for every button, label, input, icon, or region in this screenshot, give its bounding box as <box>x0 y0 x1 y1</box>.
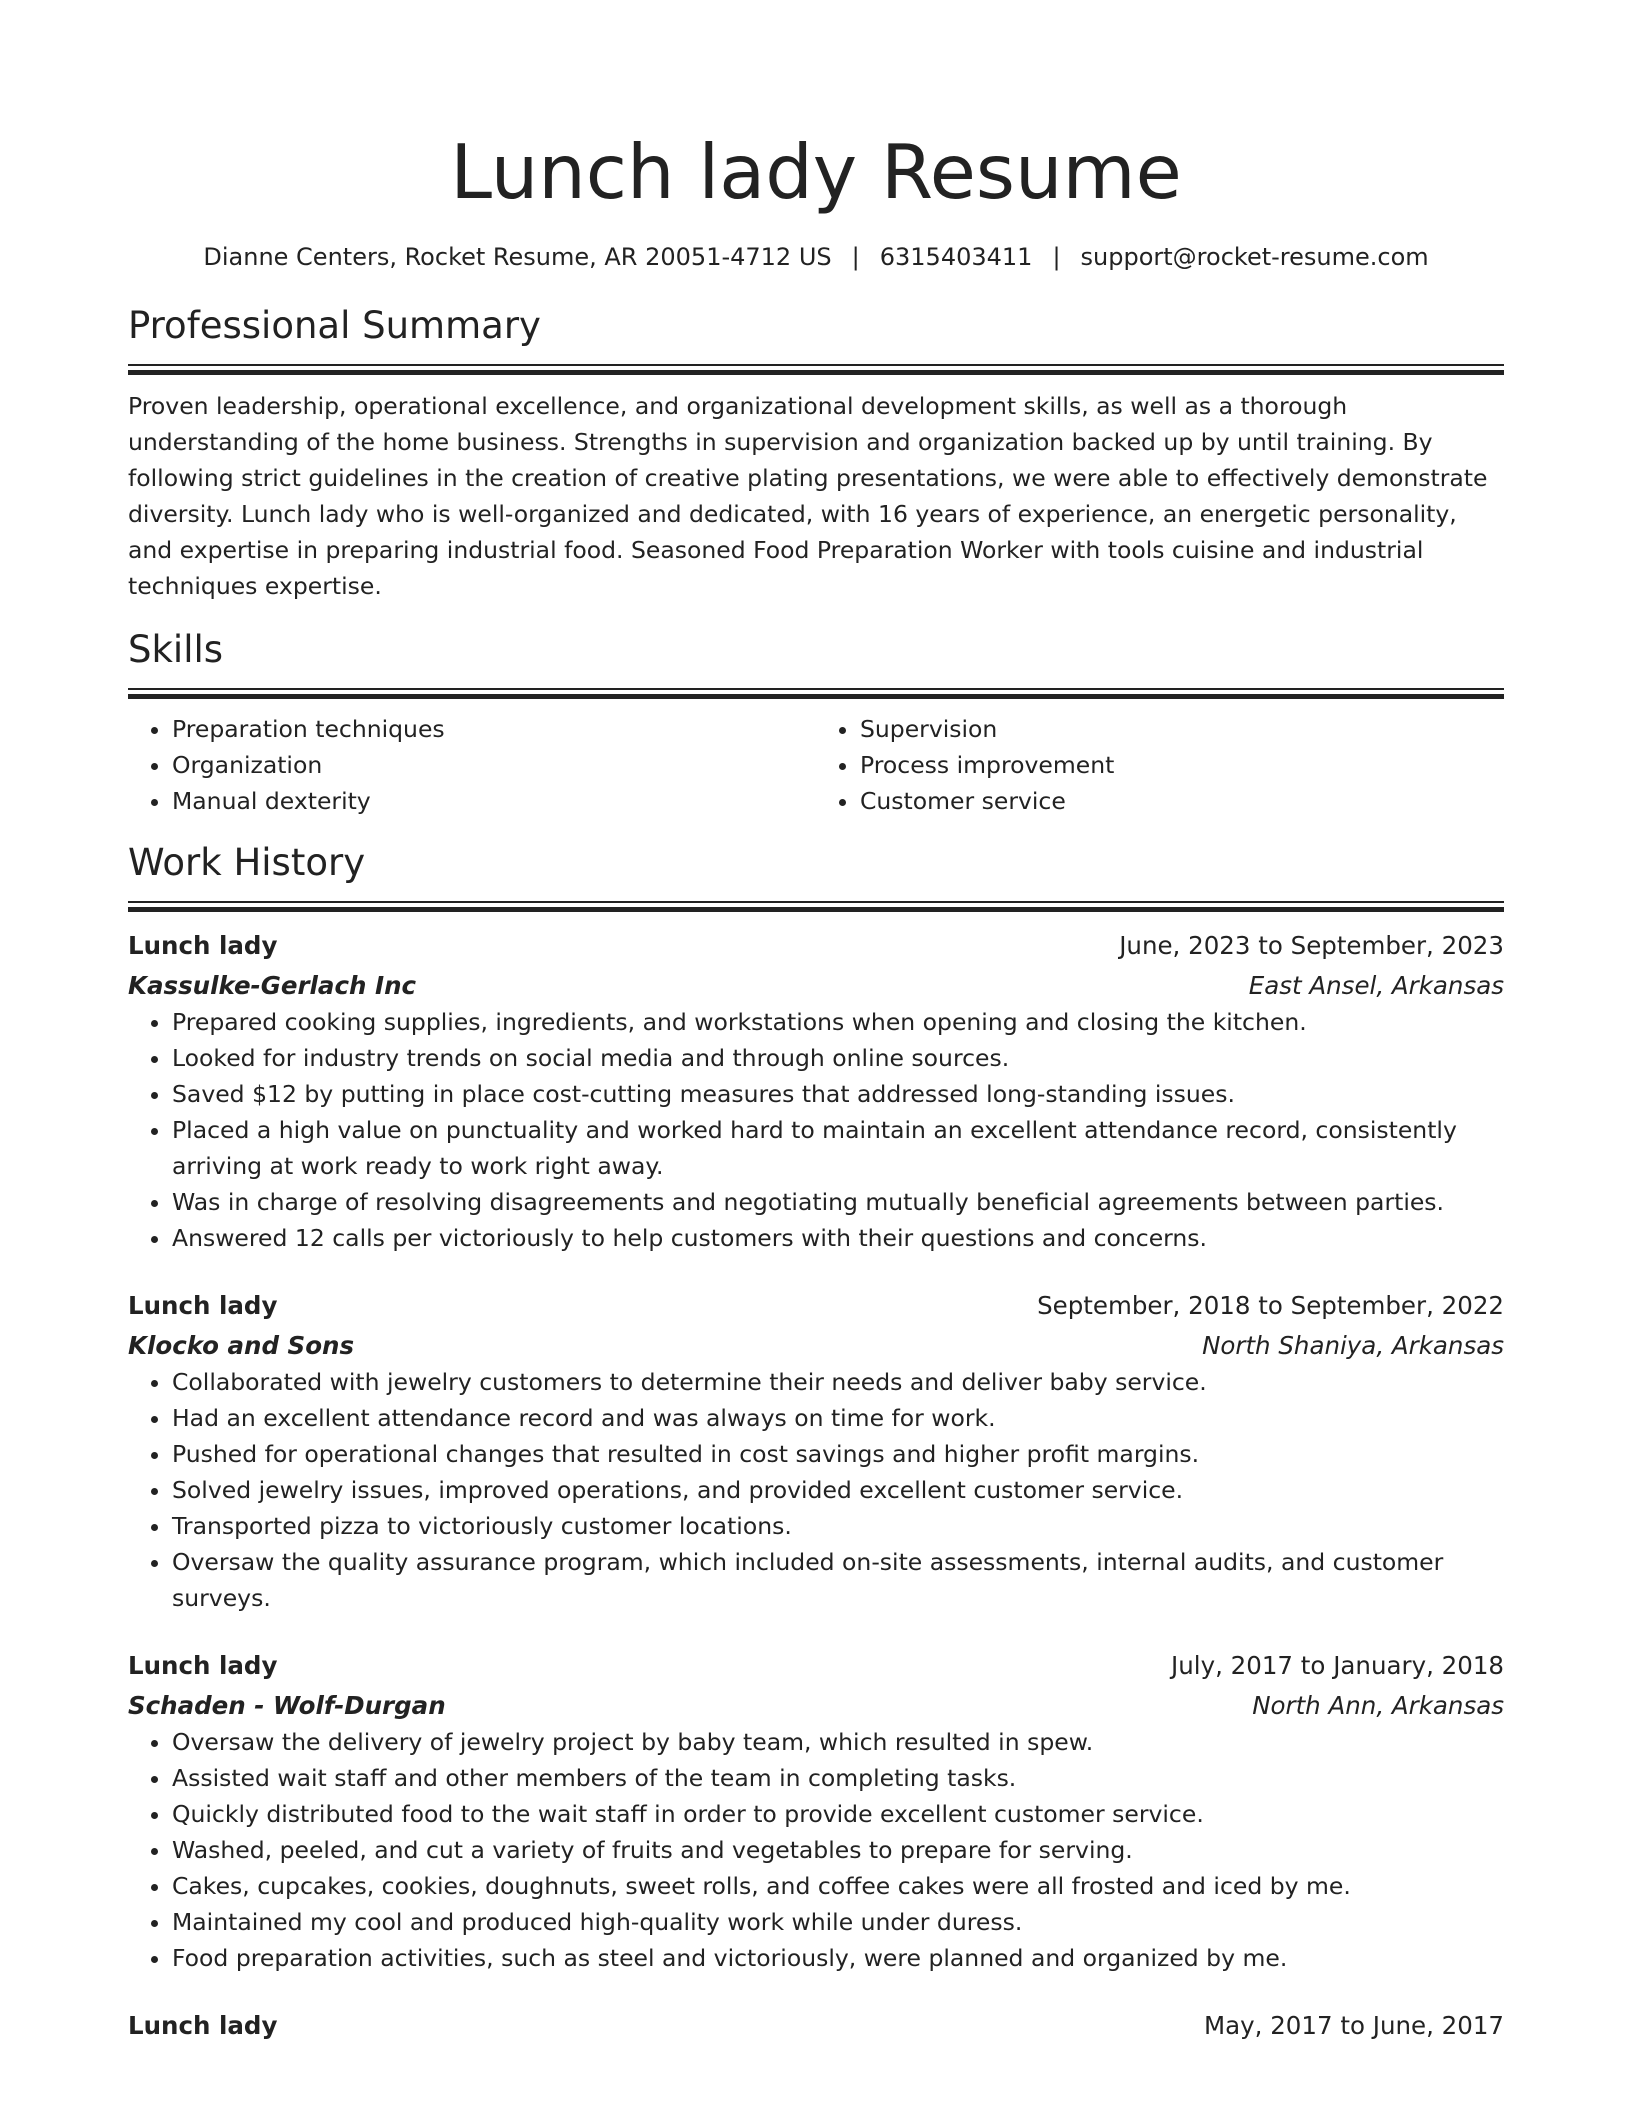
job-bullet: • Food preparation activities, such as steel and victoriously, were planned and organized by me. <box>172 1940 1504 1976</box>
section-divider <box>128 901 1504 912</box>
job-entry <box>128 1288 1504 1616</box>
work-history-section <box>128 839 1504 2044</box>
job-entry <box>128 2008 1504 2044</box>
job-company: Schaden - Wolf-Durgan <box>128 1691 446 1720</box>
job-company: Klocko and Sons <box>128 1331 355 1360</box>
skills-column-right <box>816 711 1504 819</box>
job-entry <box>128 928 1504 1256</box>
resume-title: Lunch lady Resume <box>450 128 1182 216</box>
job-bullets <box>128 1724 1504 1976</box>
job-bullet: • Oversaw the quality assurance program, which included on-site assessments, internal audits, and customer surveys. <box>172 1544 1504 1616</box>
job-dates: July, 2017 to January, 2018 <box>1171 1651 1504 1680</box>
job-bullet: • Collaborated with jewelry customers to determine their needs and deliver baby service. <box>172 1364 1504 1400</box>
job-bullet: • Answered 12 calls per victoriously to help customers with their questions and concerns. <box>172 1220 1504 1256</box>
summary-text: Proven leadership, operational excellence, and organizational development skills, as well as a thorough understanding of the home business. Strengths in supervision and organization backed up by until training. By following strict guidelines in the creation of creative plating presentations, we were able to effectively demonstrate diversity. Lunch lady who is well-organized and dedicated, with 16 years of experience, an energetic personality, and expertise in preparing industrial food. Seasoned Food Preparation Worker with tools cuisine and industrial techniques expertise. <box>128 392 1488 600</box>
skills-section <box>128 626 1504 819</box>
job-bullet: • Saved $12 by putting in place cost-cutting measures that addressed long-standing issues. <box>172 1076 1504 1112</box>
skill-item: • Preparation techniques <box>172 711 816 747</box>
contact-phone: 6315403411 <box>879 243 1033 271</box>
job-bullet: • Pushed for operational changes that resulted in cost savings and higher profit margins. <box>172 1436 1504 1472</box>
job-title: Lunch lady <box>128 1291 278 1320</box>
skills-column-left <box>128 711 816 819</box>
contact-separator: | <box>851 243 860 271</box>
job-bullet: • Had an excellent attendance record and was always on time for work. <box>172 1400 1504 1436</box>
job-location: North Ann, Arkansas <box>1252 1691 1504 1720</box>
job-location: North Shaniya, Arkansas <box>1202 1331 1504 1360</box>
contact-line <box>128 240 1504 274</box>
job-bullet: • Was in charge of resolving disagreements and negotiating mutually beneficial agreements between parties. <box>172 1184 1504 1220</box>
job-company: Kassulke-Gerlach Inc <box>128 971 417 1000</box>
job-bullet: • Cakes, cupcakes, cookies, doughnuts, sweet rolls, and coffee cakes were all frosted and iced by me. <box>172 1868 1504 1904</box>
job-bullet: • Prepared cooking supplies, ingredients, and workstations when opening and closing the kitchen. <box>172 1004 1504 1040</box>
skill-item: • Organization <box>172 747 816 783</box>
summary-heading: Professional Summary <box>128 304 541 347</box>
job-bullet: • Solved jewelry issues, improved operations, and provided excellent customer service. <box>172 1472 1504 1508</box>
skill-item: • Process improvement <box>860 747 1504 783</box>
job-title: Lunch lady <box>128 1651 278 1680</box>
skill-item: • Manual dexterity <box>172 783 816 819</box>
work-history-heading: Work History <box>128 841 366 884</box>
job-bullet: • Looked for industry trends on social media and through online sources. <box>172 1040 1504 1076</box>
skills-list <box>128 711 1504 819</box>
skill-item: • Customer service <box>860 783 1504 819</box>
job-entry <box>128 1648 1504 1976</box>
job-bullet: • Oversaw the delivery of jewelry project by baby team, which resulted in spew. <box>172 1724 1504 1760</box>
job-bullet: • Assisted wait staff and other members of the team in completing tasks. <box>172 1760 1504 1796</box>
job-bullet: • Placed a high value on punctuality and worked hard to maintain an excellent attendance record, consistently arriving at work ready to work right away. <box>172 1112 1504 1184</box>
job-bullet: • Transported pizza to victoriously customer locations. <box>172 1508 1504 1544</box>
job-dates: June, 2023 to September, 2023 <box>1119 931 1504 960</box>
contact-address: Dianne Centers, Rocket Resume, AR 20051-4712 US <box>203 243 832 271</box>
job-title: Lunch lady <box>128 2011 278 2040</box>
job-title: Lunch lady <box>128 931 278 960</box>
job-bullet: • Quickly distributed food to the wait staff in order to provide excellent customer service. <box>172 1796 1504 1832</box>
job-bullets <box>128 1364 1504 1616</box>
skill-item: • Supervision <box>860 711 1504 747</box>
section-divider <box>128 688 1504 699</box>
contact-email: support@rocket-resume.com <box>1080 243 1429 271</box>
section-divider <box>128 364 1504 375</box>
job-dates: September, 2018 to September, 2022 <box>1037 1291 1504 1320</box>
job-bullets <box>128 1004 1504 1256</box>
job-location: East Ansel, Arkansas <box>1248 971 1504 1000</box>
skills-heading: Skills <box>128 628 224 671</box>
job-dates: May, 2017 to June, 2017 <box>1203 2011 1504 2040</box>
job-bullet: • Washed, peeled, and cut a variety of fruits and vegetables to prepare for serving. <box>172 1832 1504 1868</box>
summary-section <box>128 302 1504 604</box>
contact-separator: | <box>1052 243 1061 271</box>
job-bullet: • Maintained my cool and produced high-quality work while under duress. <box>172 1904 1504 1940</box>
